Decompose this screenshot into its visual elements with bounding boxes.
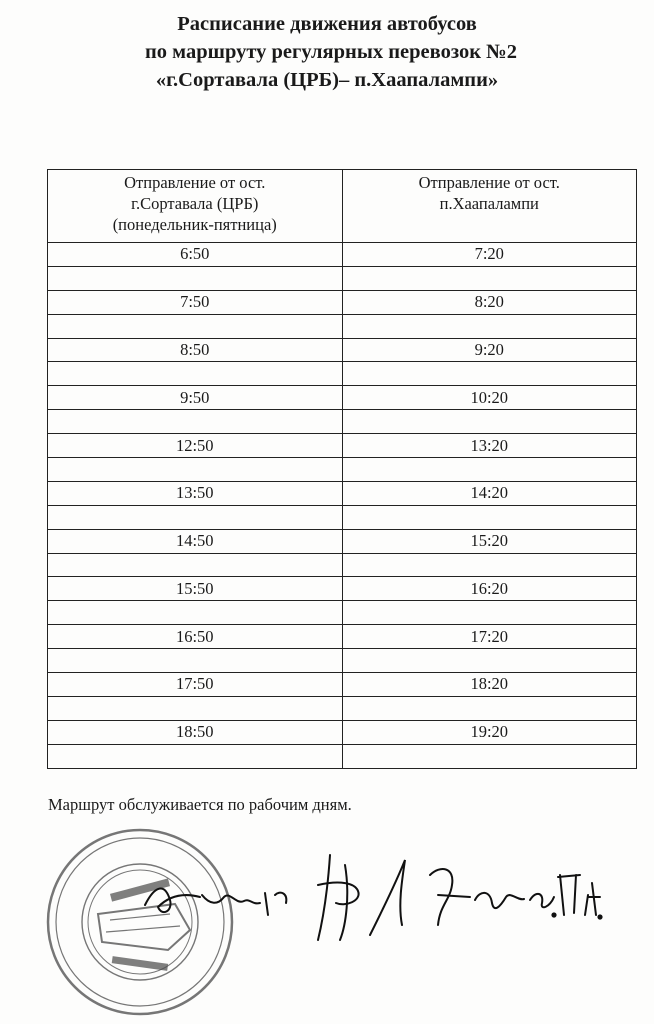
header-sortavala [48,170,343,243]
departure-haapalampi-cell [342,505,637,529]
table-row [48,481,637,505]
table-row [48,458,637,482]
departure-sortavala-cell: 16:50 [48,625,343,649]
departure-sortavala-cell: 12:50 [48,434,343,458]
departure-haapalampi-cell: 8:20 [342,290,637,314]
departure-sortavala-cell [48,744,343,768]
departure-haapalampi-cell [342,266,637,290]
departure-haapalampi-cell [342,410,637,434]
table-row [48,505,637,529]
departure-sortavala-cell [48,601,343,625]
departure-haapalampi-cell [342,314,637,338]
table-row [48,720,637,744]
schedule-table [47,169,637,769]
table-row [48,290,637,314]
departure-sortavala-cell: 14:50 [48,529,343,553]
table-row [48,553,637,577]
header-haapalampi-line-2: п.Хаапалампи [439,194,539,213]
departure-haapalampi-cell [342,362,637,386]
title-line-1: Расписание движения автобусов [177,13,477,35]
table-row [48,673,637,697]
departure-haapalampi-cell: 13:20 [342,434,637,458]
departure-sortavala-cell [48,696,343,720]
departure-sortavala-cell: 17:50 [48,673,343,697]
departure-sortavala-cell [48,505,343,529]
header-sortavala-line-2: г.Сортавала (ЦРБ) [131,194,259,213]
title-line-2: по маршруту регулярных перевозок №2 [144,41,517,63]
departure-sortavala-cell: 15:50 [48,577,343,601]
schedule-body [48,243,637,769]
departure-sortavala-cell [48,266,343,290]
departure-haapalampi-cell [342,744,637,768]
document-title [0,10,654,94]
departure-haapalampi-cell: 15:20 [342,529,637,553]
header-sortavala-line-1: Отправление от ост. [124,173,266,192]
departure-sortavala-cell: 18:50 [48,720,343,744]
table-row [48,577,637,601]
table-row [48,744,637,768]
table-row [48,338,637,362]
departure-haapalampi-cell [342,601,637,625]
table-row [48,649,637,673]
departure-haapalampi-cell [342,649,637,673]
table-row [48,386,637,410]
title-line-3: «г.Сортавала (ЦРБ)– п.Хаапалампи» [155,69,499,91]
table-row [48,266,637,290]
departure-sortavala-cell [48,362,343,386]
service-note: Маршрут обслуживается по рабочим дням. [48,795,352,814]
departure-haapalampi-cell: 16:20 [342,577,637,601]
departure-haapalampi-cell: 18:20 [342,673,637,697]
departure-sortavala-cell [48,458,343,482]
departure-sortavala-cell: 8:50 [48,338,343,362]
table-row [48,243,637,267]
departure-sortavala-cell: 7:50 [48,290,343,314]
departure-haapalampi-cell: 19:20 [342,720,637,744]
departure-sortavala-cell [48,410,343,434]
table-row [48,434,637,458]
table-row [48,314,637,338]
departure-haapalampi-cell [342,696,637,720]
table-row [48,625,637,649]
header-sortavala-line-3: (понедельник-пятница) [112,215,277,234]
departure-haapalampi-cell [342,458,637,482]
departure-haapalampi-cell: 10:20 [342,386,637,410]
departure-sortavala-cell: 9:50 [48,386,343,410]
departure-sortavala-cell [48,553,343,577]
table-row [48,410,637,434]
departure-haapalampi-cell [342,553,637,577]
departure-haapalampi-cell: 7:20 [342,243,637,267]
header-haapalampi-line-1: Отправление от ост. [418,173,560,192]
departure-sortavala-cell [48,314,343,338]
header-haapalampi [342,170,637,243]
departure-haapalampi-cell: 17:20 [342,625,637,649]
departure-sortavala-cell: 13:50 [48,481,343,505]
departure-haapalampi-cell: 9:20 [342,338,637,362]
table-row [48,529,637,553]
director-signature-icon [140,845,610,945]
table-row [48,601,637,625]
departure-haapalampi-cell: 14:20 [342,481,637,505]
table-row [48,362,637,386]
departure-sortavala-cell: 6:50 [48,243,343,267]
table-row [48,696,637,720]
departure-sortavala-cell [48,649,343,673]
header-row [48,170,637,243]
